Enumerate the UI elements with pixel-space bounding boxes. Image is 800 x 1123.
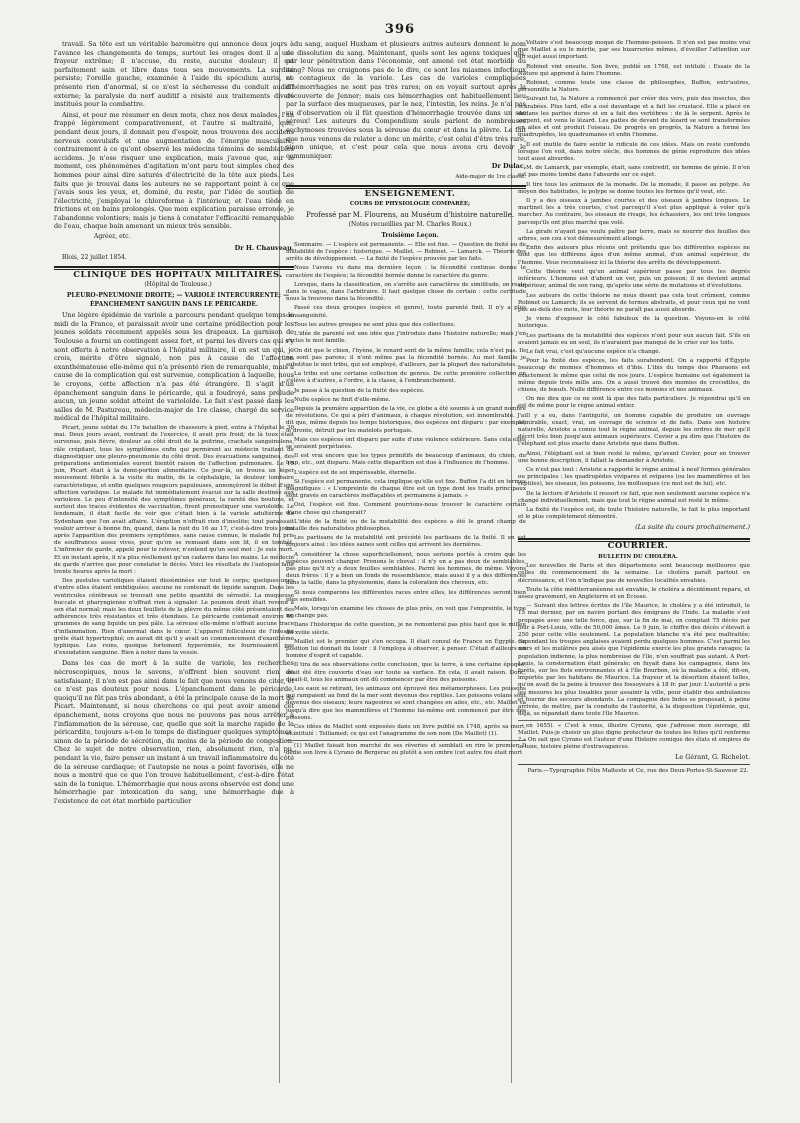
paragraph: Depuis la première apparition de la vie, ce globe a été soumis à un grand nombre de révolutions. Ce qui a péri d'animaux, à chaque révolution, est innombrable. J'ai dit que, même depuis les temps historiques, des espèces ont disparu : par exemple, le dronte, détruit par les matelots portugais. [286, 405, 526, 434]
paragraph: Enfin des auteurs plus récens ont prétendu que les différentes espèces ne sont que les différens âges d'un même animal, d'un animal supérieur, de l'homme. Vous reconnaissez ici la théorie des arrêts de développement. [518, 245, 750, 266]
paragraph: La tribu est une certaine collection de genres. De cette première collection on s'élève à d'autres, à l'ordre, à la classe, à l'embranchement. [286, 371, 526, 385]
section-title: COURRIER. [607, 540, 669, 551]
course-title: COURS DE PHYSIOLOGIE COMPARÉE; [349, 201, 471, 208]
paragraph: Tous les autres groupes ne sont plus que des collections. [294, 321, 456, 328]
closing: Agréez, etc. [94, 233, 131, 241]
paragraph: On dit que le chien, l'hyène, le renard sont de la même famille; cela n'est pas. Ils ne sont pas parens; il n'ont même pas la fécondité bornée. Au mot famille je substitue le mot tribu, qui est employé, d'ailleurs, par la plupart des naturalistes. [286, 347, 526, 368]
paragraph: Il tira de ses observations cette conclusion, que la terre, à une certaine époque, avait été être couverte d'eau sur toute sa surface. En cela, il avait raison. Donc, disait-il, tous les animaux ont dû commencer par être des poissons. [286, 662, 526, 683]
paragraph: Le fait vrai, c'est qu'aucune espèce n'a changé. [526, 348, 661, 355]
paragraph: Je viens d'exposer le côté fabuleux de la question. Voyons-en le côté historique. [518, 316, 750, 330]
paragraph: Robinet vint ensuite. Son livre, publié en 1768, est intitulé : Essais de la Nature qui apprend à faire l'homme. [518, 63, 750, 77]
paragraph: Les partisans de la mutabilité des espèces n'ont pour eux aucun fait. S'ils en avaient jamais eu un seul, ils n'auraient pas manqué de le crier sur les toits. [518, 332, 750, 346]
section-title: CLINIQUE DES HOPITAUX MILITAIRES. [73, 269, 283, 280]
paragraph: Cette théorie veut qu'un animal supérieur passe par tous les degrés inférieurs. L'homme est d'abord un ver, puis un poisson; il ne devient animal supérieur, animal de son rang, qu'après une série de mutations et d'évolutions. [518, 268, 750, 290]
paragraph: travail. Sa tête est un véritable baromètre qui annonce deux jours à l'avance les changements de temps, surtout les orages dont il a une frayeur extrême; il n'accuse, du reste, aucune douleur; il est parfaitement sain et libre dans tous ses mouvements. La surdité persiste; l'oreille gauche, examinée à l'aide du spéculum auris, ne présente rien d'anormal, si ce n'est la sécheresse du conduit auditif externe; la paralysie du nerf auditif a résisté aux traitements divers institués pour la combattre. [54, 40, 294, 109]
signature-title: Aide-major de 1re classe. [455, 173, 526, 180]
paragraph: Il est vrai encore que les types primitifs de beaucoup d'animaux, du chien, du loup, etc., ont disparu. Mais cette disparition est due à l'influence de l'homme. [286, 453, 526, 467]
footnote: (1) Maillet faisait bon marché de ses rêveries et semblait en rire le premier. Il dédie son livre à Cyrano de Bergerac ou plutôt à son ombre (cet autre fou était mort [286, 740, 526, 757]
paragraph: Si nous comparons les différentes races entre elles, les différences seront bien plus sensibles. [286, 589, 526, 603]
paragraph: Les eaux se retirant, les animaux ont éprouvé des métamorphoses. Les poissons qui rampaient au fond de la mer sont devenus des reptiles. Les poissons volans sont devenus des oiseaux; leurs nageoires se sont changées en ailes, etc., etc. Maillet va jusqu'à dire que les mammifères et l'homme lui-même ont commencé par être des poissons. [286, 686, 526, 721]
bulletin-title: BULLETIN DU CHOLÉRA. [598, 553, 678, 560]
paragraph: Toute la côte méditerranéenne est envahie, le choléra a décidément reparu, et assez gravement, en Angleterre et en Écosse. [518, 586, 750, 600]
paragraph: Les nouvelles de Paris et des départemens sont beaucoup meilleures que celles du commencement de la semaine. Le choléra paraît partout en décroissance, et l'on n'indique pas de nouvelles localités envahies. [518, 563, 750, 584]
paragraph: Mais, lorsqu'on examine les choses de plus près, on voit que l'empreinte, le type ne change pas. [286, 606, 526, 620]
paragraph: — Suivant des lettres écrites de l'île Maurice, le choléra y a été introduit, le 15 mai dernier, par un navire portant des émigrans de l'Inde. La maladie s'est propagée avec une telle force, que, sur la fin de mai, on comptait 75 décès par jour à Port-Louis, ville de 50,000 âmes. Le 9 juin, le chiffre des décès s'élevait à 250 pour cette ville seulement. La population blanche n'a été peu maltraitée; cependant les troupes anglaises avaient perdu quelques hommes. C'est parmi les noirs et les mulâtres peu aisés que l'épidémie exerce les plus grands ravages; la population indienne, la plus nombreuse de l'île, n'en souffrait pas autant. A Port-Louis, la consternation était générale; on fuyait dans les campagnes, dans les forêts, sur les flots environnantes et à l'île Bourbon, où la maladie a été, dit-on, importée par les habitans de Maurice. La frayeur et la désertion étaient telles, qu'on avait de la peine à trouver des fossoyeurs à 18 fr. par jour. L'autorité a pris les mesures les plus louables pour assainir la ville, pour établir des ambulances et fournir des secours abondants. La compagnie des Indes se proposait, à peine arrivée, de mettre, par la conduite de l'autorité, à la disposition l'épidémie, qui, déjà, se répandait dans toute l'île Maurice. [518, 603, 750, 718]
paragraph: Pour la fixité des espèces, les faits surabondent. On a rapporté d'Égypte beaucoup de momies d'hommes et d'ibis. L'ibis du temps des Pharaons est exactement le même que celui de nos jours. L'espèce humaine est également la même depuis trois mille ans. On a aussi trouvé des momies de crocodiles, de chiens, de bœufs. Nulle différence entre ces momies et nos animaux. [518, 358, 750, 393]
footnote: en 1655). « C'est à vous, illustre Cyrano, que j'adresse mon ouvrage, dit Maillet. Puis-je choisir un plus digne protecteur de toutes les folies qu'il renferme ? » On sait que Cyrano est l'auteur d'une Histoire comique des états et empires de la lune, histoire pleine d'extravagances. [518, 720, 750, 751]
paragraph: Il y a des oiseaux à jambes courtes et des oiseaux à jambes longues. Le martinet les a très courtes, c'est parcequ'il s'est plus appliqué à voler qu'à marcher. Au contraire, les oiseaux de rivage, les échassiers, les ont très longues parcequ'ils ont plus marché que volé. [518, 198, 750, 226]
paragraph: Robinet, comme toute une classe de philosophes, Buffon, entr'autres, personnifie la Nature. [518, 80, 750, 94]
paragraph: Ainsi, l'éléphant est si bien resté le même, qu'avant Cuvier, pour en trouver une bonne description, il fallait la demander à Aristote. [518, 450, 750, 464]
paragraph: Passé ces deux groupes (espèce et genre), toute parenté finit. Il n'y a plus consanguinité. [286, 305, 526, 319]
page-number: 396 [384, 22, 416, 37]
notes-line: (Notes recueillies par M. Charles Roux.) [348, 221, 472, 229]
column-left [54, 40, 294, 808]
summary: Sommaire. — L'espèce est permanente. — Elle est fixe. — Question de fixité ou de mutabilité de l'espèce : historique. — Maillet. — Robinet. — Lamarck. — Théorie des arrêts de développement. — La fixité de l'espèce prouvée par les faits. [286, 242, 526, 263]
paragraph: Je passe à la question de la fixité des espèces. [294, 387, 425, 394]
paragraph: Les partisans de la mutabilité ont précédé les partisans de la fixité. Il en est toujours ainsi : les idées saines sont celles qui arrivent les dernières. [286, 535, 526, 549]
professor-line: Professé par M. Flourens, au Muséum d'histoire naturelle. [305, 210, 514, 219]
paragraph: Oui, l'espèce est fixe. Comment pourrions-nous trouver le caractère certain d'une chose qui changerait? [286, 502, 526, 516]
paragraph: La girafe n'ayant pas voulu paître par terre, mais se nourrir des feuilles des arbres, son cou s'est démesurément allongé. [518, 228, 750, 243]
paragraph: Nous l'avons vu dans ma dernière leçon : la fécondité continue donne le caractère de l'espèce; la fécondité bornée donne le caractère du genre. [286, 265, 526, 279]
paragraph: A considérer la chose superficiellement, nous serions portés à croire que les espèces peuvent changer. Prenons le cheval : il n'y en a pas deux de semblables, pas plus qu'il n'y a deux feuilles semblables. Parmi les hommes, de même. Voyons deux frères : il y a bien un fonds de ressemblance, mais aussi il y a des différences dans la taille, dans la physionomie, dans la coloration des cheveux, etc. [286, 551, 526, 587]
paragraph: Maillet est le premier qui s'en occupa. Il était consul de France en Égypte. Sa position lui donnait du loisir : il l'employa à observer, à penser. C'était d'ailleurs un homme d'esprit et capable. [286, 638, 526, 660]
paragraph: Il tire tous les animaux de la monade. De la monade, il passe au polype. Au moyen des habitudes, le polype se donne toutes les formes qu'il veut, etc. [518, 181, 750, 195]
paragraph: Les auteurs de cette théorie ne nous disent pas cela tout crûment, comme Robinet ou Lamarck; ils se servent de termes abstraits, et pour ceux qui ne vont pas au-delà des mots, leur théorie ne paraît pas aussi absurde. [518, 292, 750, 313]
column-middle [286, 40, 526, 759]
paragraph: Voltaire s'est beaucoup moqué de l'homme-poisson. Il n'en est pas moins vrai que Maillet a eu le mérite, par ses bizarreries mêmes, d'éveiller l'attention sur un sujet aussi important. [518, 40, 750, 61]
paragraph: L'espèce est de soi impérissable, éternelle. [294, 469, 417, 476]
paragraph: De la lecture d'Aristote il ressort ce fait, que non seulement aucune espèce n'a changé individuellement, mais que tout le règne animal est resté le même. [518, 490, 750, 504]
paragraph: L'idée de parenté est une idée que j'introduis dans l'histoire naturelle; mais j'en exclus le mot famille. [286, 331, 526, 345]
paragraph: Suivant lui, la Nature a commencé par créer des vers, puis des insectes, des scarabées. Plus tard, elle a osé davantage et a fait les crustacé. Elle a placé en dedans les parties dures et en a fait des vertèbres : de là le serpent. Après le serpent, est venu le lézard. Les pattes de devant du lézard se sont transformées en ailes et ont produit l'oiseau. De progrès en progrès, la Nature a formé les quadrupèdes, les quadrumanes et enfin l'homme. [518, 96, 750, 139]
imprint: Paris.—Typographie Félix Malteste et Ce, rue des Deux-Portes-St-Sauveur 22. [518, 764, 750, 776]
paragraph: Mais ces espèces ont disparu par suite d'une violence extérieure. Sans cela elles se seraient perpétuées. [286, 436, 526, 450]
paragraph: Picart, jeune soldat du 17e bataillon de chasseurs à pied, entra à l'hôpital le 30 mai. Deux jours avant, rentrant de l'exercice, il avait pris froid; de là toux était survenue, puis fièvre, douleur au côté droit de la poitrine, crachats sanguinolens, râle crépitant, tous les symptômes enfin qui permirent au médecin traitant de diagnostiquer une pleuro-pneumonie du côté droit. Des évacuations sanguines, des préparations antimoniales eurent bientôt raison de l'affection pulmonaire. Le 15 juin, Picart était à la demi-portion alimentaire. Ce jour-là, on trouva un léger mouvement fébrile à la visite du matin, de la céphalalgie, la douleur lombaire caractéristique, et enfin quelques rougeurs papuleuses, annonçèrent le début d'une affection variolique. Le malade fut immédiatement évacué sur la salle destinée aux varioleux. Le peu d'intensité des symptômes généraux, la rareté des boutons, et surtout des traces évidentes de vaccination, firent pronostiquer une varioloïde. Le lendemain, il était facile de voir que c'était bien à la variole adultérine de Sydenham que l'on avait affaire. L'éruption n'offrait rien d'insolite; tout paraissait vouloir arriver à bonne fin, quand, dans la nuit du 16 au 17, c'est-à-dire trois jours après l'apparition des premiers symptômes, sans cause connue, le malade fut pris de souffrances assez vives, pour qu'on se remuant dans son lit, il en tombât. L'infirmier de garde, appelé pour le relever, n'entend qu'un seul mot : Je suis mort. Et un instant après, il n'a plus réellement qu'un cadavre dans les mains. Le médecin de garde n'arrive que pour constater le décès. Voici les résultats de l'autopsie faite trente heures après la mort : [54, 424, 294, 575]
paragraph: M. de Lamarck, par exemple, était, sans contredit, un homme de génie. Il n'en est pas moins tombé dans l'absurde sur ce sujet. [518, 165, 750, 179]
paragraph: Nulle espèce ne finit d'elle-même. [294, 396, 391, 403]
paragraph: Dans les cas de mort à la suite de variole, les recherches nécroscopiques, nous le savons, n'offrent bien souvent rien de satisfaisant; il n'en est pas ainsi dans le fait que nous venons de citer, et ce n'est pas douteux pour nous. L'épanchement dans le péricarde, quoiqu'il ne fût pas très abondant, a été la principale cause de la mort de Picart. Maintenant, si nous cherchons ce qui peut avoir amené cet épanchement, nous croyons que nous ne pouvons pas nous arrêter à l'inflammation de la séreuse, car, quelle que soit la marche rapide de la péricardite, toujours a-t-on le temps de distinguer quelques symptômes, sinon de la période de sécrétion, du moins de la période de congestion. Chez le sujet de notre observation, rien, absolument rien, n'a pu, pendant la vie, faire penser un instant à un travail inflammatoire du côté de la séreuse cardiaque; et l'autopsie ne nous a point favorisés, elle ne nous a montré que ce que l'on trouve habituellement, c'est-à-dire l'état sain de la tunique. L'hémorrhagie que nous avons observée est donc une hémorrhagie par intoxication du sang, une hémorrhagie due à l'existence de cet état morbide particulier [54, 659, 294, 805]
paragraph: du sang, auquel Huxham et plusieurs autres auteurs donnent le nom de dissolution du sang. Maintenant, quels sont les agens toxiques qui, par leur pénétration dans l'économie, ont amené cet état morbide du sang? Nous ne craignons pas de le dire, ce sont les miasmes infectieux et contagieux de la variole. Les cas de varioles compliquées d'hémorrhagies ne sont pas très rares; on en voyait surtout après la découverte de Jenner; mais ces hémorrhagies ont habituellement lieu par la surface des muqueuses, par le nez, l'intestin, les reins. Je n'ai pas vu d'observation où il fût question d'hémorrhagie trouvée dans un sac séreux! Les auteurs du Compendium seuls parlent de nombreuses ecchymoses trouvées sous la séreuse du cœur et dans la plèvre. Le fait que nous venons de relater a donc un mérite, c'est celui d'être très rare, sinon unique, et c'est pour cela que nous avons cru devoir le communiquer. [286, 40, 526, 160]
section-subtitle: (Hôpital de Toulouse.) [144, 281, 212, 289]
paragraph: Des pustules varioliques étaient disséminées sur tout le corps; quelques-unes d'entre elles étaient ombiliquées; aucune ne contenait de liquide sanguin. Dans les ventricules cérébraux se trouvait une petite quantité de sérosité. La muqueuse buccale et pharyngienne n'offrait rien à signaler. Le poumon droit était revenu à son état normal; mais les deux feuillets de la plèvre du même côté présentaient des adhérences très résistantes et très étendues. Le péricarde contenait environ 60 grammes de sang liquide un peu pâle. La séreuse elle-même n'offrait aucune trace d'inflammation. Rien d'anormal dans le cœur. L'appareil folliculeux de l'intestin grêle était hypertrophié; on aurait dit qu'il y avait un commencement d'exanthème typhique. Les reins, quoique fortement hyperémiés, ne fournissaient pas d'exsudation sanguine. Rien à noter dans la vessie. [54, 578, 294, 657]
paragraph: Il y a eu, dans l'antiquité, un homme capable de produire un ouvrage admirable, exact, vrai, un ouvrage de science et de faits. Dans son histoire naturelle, Aristote a connu tout le règne animal, depuis les ordres de mer qu'il décrit très bien jusqu'aux animaux supérieurs. Cuvier a pu dire que l'histoire de l'éléphant est plus exacte dans Aristote que dans Buffon. [518, 412, 750, 448]
paragraph: Il est inutile de faire sentir le ridicule de ces idées. Mais on reste confondu lorsque l'on voit, dans notre siècle, des hommes de génie reproduire des idées tout aussi absurdes. [518, 141, 750, 163]
paragraph: Ainsi, et pour me résumer en deux mots, chez nos deux malades, l'un frappé légèrement comparativement, et l'autre si maltraité, que, pendant deux jours, il donnait peu d'espoir, nous trouvons des accidens nerveux convulsifs et une augmentation de l'énergie musculaire, contrairement à ce qu'ont observé les médecins témoins de semblables accidens. Je n'ose risquer une explication, mais j'avoue que, sur le moment, ces phénomènes d'agitation m'ont paru tout simples chez des hommes pour ainsi dire saturés d'électricité de la tête aux pieds. Les faits que je trouvai dans les auteurs ne se rapportant point à ce que j'avais sous les yeux, et, dominé, du reste, par l'idée de soutien de l'électricité, j'employai le chloroforme à l'intérieur, et l'eau tiède en frictions et en bains prolongés. Que mon explication paraisse erronée, je l'abandonne volontiers; mais je tiens à constater l'efficacité remarquable de l'eau, chaque bain amenant un mieux très sensible. [54, 110, 294, 231]
paragraph: Si l'espèce est permanente, cela implique qu'elle est fixe. Buffon l'a dit en termes magnifiques : « L'empreinte de chaque être est un type dont les traits principaux sont gravés en caractères ineffaçables et permanens à jamais. » [286, 478, 526, 500]
paragraph: Une légère épidémie de variole a parcouru pendant quelque temps le midi de la France, et paraissait avoir une certaine prédilection pour les jeunes soldats récemment appelés sous les drapeaux. La garnison de Toulouse a fourni un contingent assez fort, et parmi les divers cas qui s'y sont offerts à notre observation à l'hôpital militaire, il en est un qui, je crois, mérite d'être signalé, non pas à cause de l'affection exanthémateuse elle-même qui n'a présenté rien de remarquable, mais à cause de la complication qui est survenue, complication à laquelle, nous le croyons, cette affection n'a pas été étrangère. Il s'agit d'un épanchement sanguin dans le péricarde, qui a foudroyé, sans prélude aucun, un jeune soldat atteint de varioloïde. Le fait s'est passé dans les salles de M. Pastureau, médecin-major de 1re classe, chargé du service médical de l'hôpital militaire. [54, 311, 294, 423]
paragraph: Ce n'est pas tout : Aristote a rapporté le règne animal à neuf formes générales ou principales : les quadrupèdes vivipares et ovipares (ou les mammifères et les reptiles), les oiseaux, les poissons, les mollusques (ce mot est de lui), etc. [518, 466, 750, 488]
continuation-note: (La suite du cours prochainement.) [635, 523, 750, 532]
paragraph: La fixité de l'espèce est, de toute l'histoire naturelle, le fait le plus important et le plus complètement démontré. [518, 506, 750, 521]
section-title: ENSEIGNEMENT. [364, 188, 456, 199]
dateline: Blois, 22 juillet 1854. [62, 254, 127, 262]
lesson-title: Troisième Leçon. [381, 231, 439, 239]
signature: Dr H. Chauveau. [234, 243, 294, 252]
case-heading: PLEURO-PNEUMONIE DROITE; — VARIOLE INTERCURRENTE; — ÉPANCHEMENT SANGUIN DANS LE PÉRICARDE. [66, 292, 290, 308]
section-rule [286, 185, 526, 189]
paragraph: Lorsque, dans la classification, on s'arrête aux caractères de similitude, on reste dans le vague, dans l'arbitraire. Il faut quelque chose de certain : cette certitude nous la trouvons dans la fécondité. [286, 281, 526, 303]
paragraph: Dans l'historique de cette question, je ne remonterai pas plus haut que le milieu du xviiie siècle. [286, 622, 526, 636]
signature: Dr Dulac, [491, 162, 526, 171]
paragraph: On me dira que ce ne sont là que des faits particuliers. Je répondrai qu'il en est de même pour le règne animal entier. [518, 396, 750, 410]
paragraph: Ces idées de Maillet sont exposées dans un livre publié en 1748, après sa mort, et intitulé : Telliamed; ce qui est l'anagramme de son nom (De Maillet) (1). [286, 724, 526, 738]
column-right [518, 40, 750, 778]
paragraph: L'idée de la fixité ou de la mutabilité des espèces a été le grand champ de bataille des naturalistes philosophes. [286, 518, 526, 532]
editor-signature: Le Gérant, G. Richelot. [675, 753, 750, 762]
